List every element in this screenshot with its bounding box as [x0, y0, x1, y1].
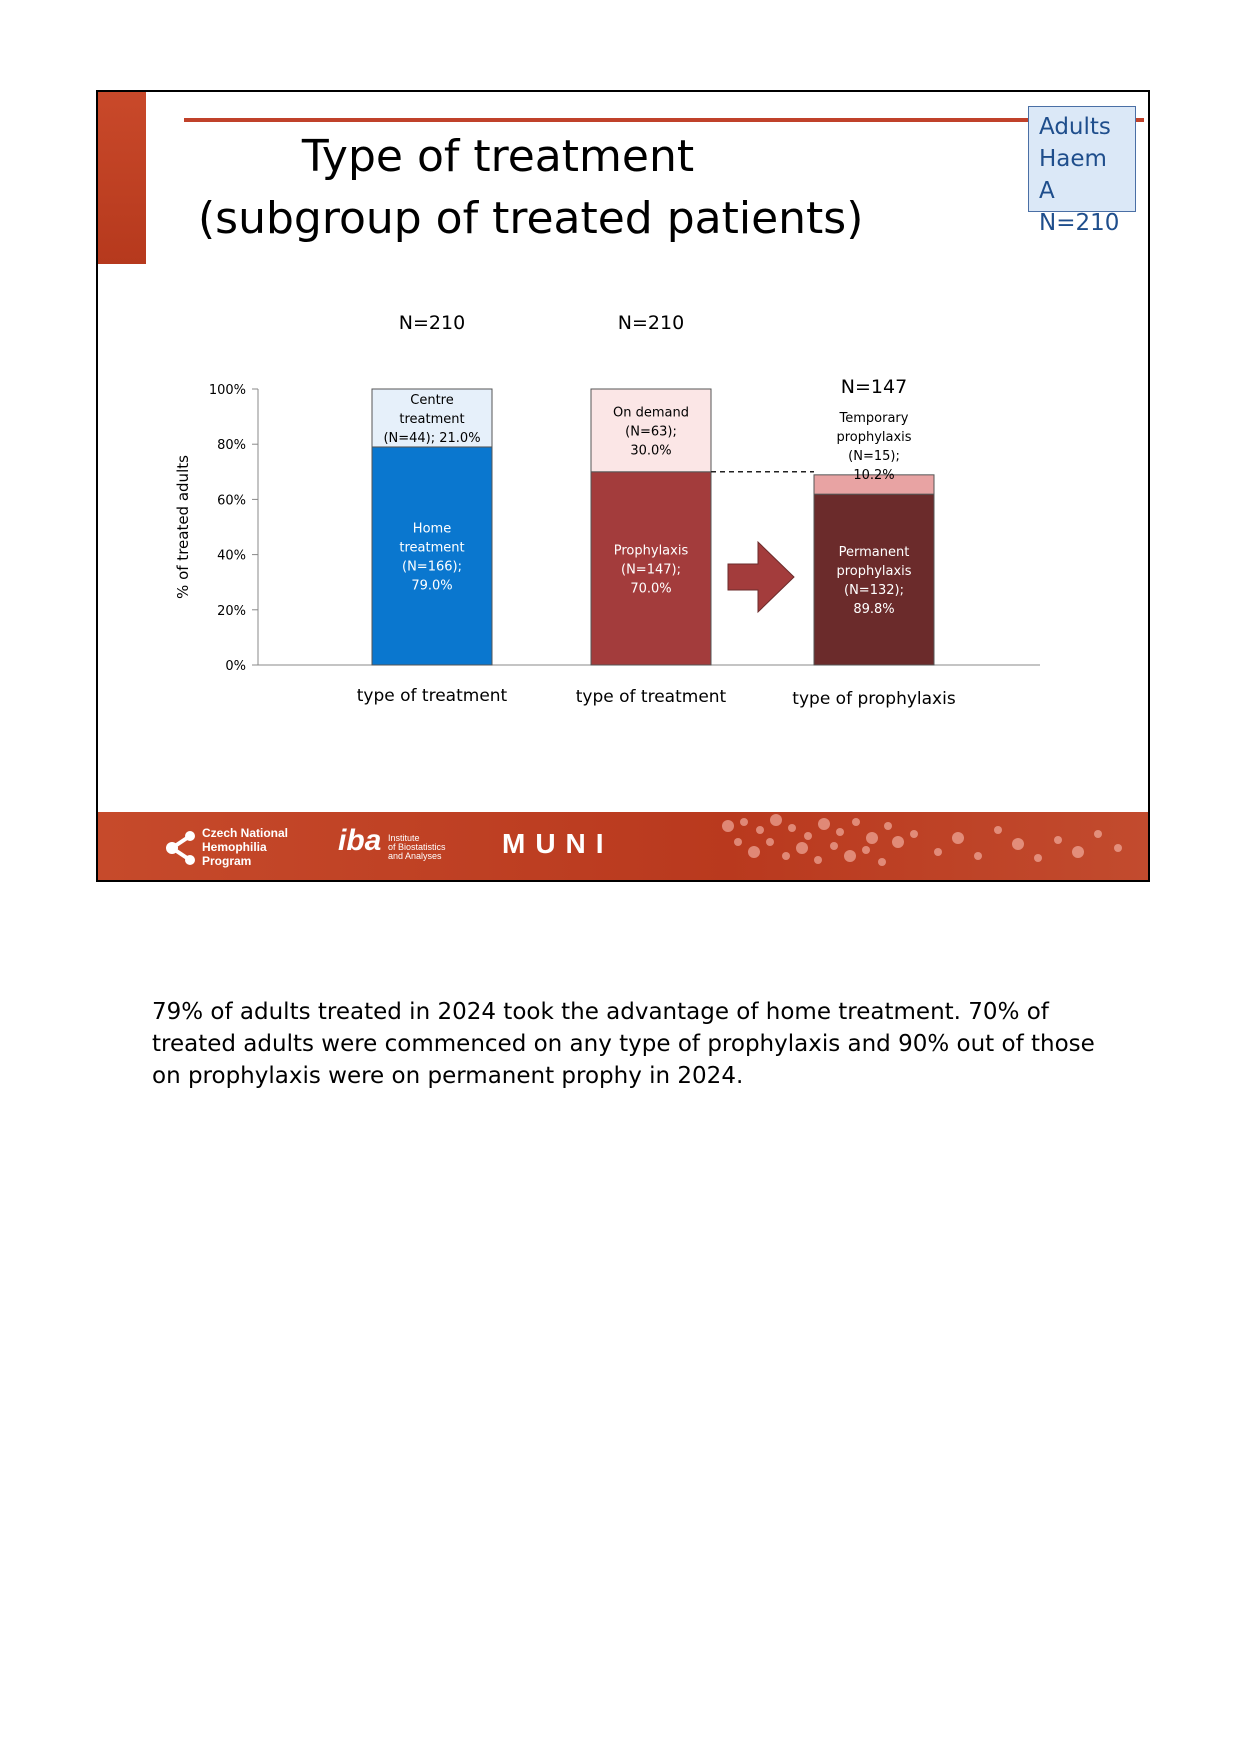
data-label: 10.2%: [853, 467, 895, 483]
x-category-label: type of prophylaxis: [792, 689, 956, 709]
decorative-dots: [698, 812, 1148, 880]
n-label: N=147: [840, 376, 908, 398]
data-label: 30.0%: [630, 443, 672, 459]
stacked-bar-chart: [98, 92, 1148, 792]
decorative-dot: [770, 814, 782, 826]
decorative-dot: [1054, 836, 1062, 844]
n-label: N=210: [617, 312, 685, 334]
badge-line-1: Adults: [1039, 114, 1111, 140]
data-label: treatment: [399, 411, 465, 427]
decorative-dot: [910, 830, 918, 838]
data-label: (N=15);: [848, 448, 900, 464]
decorative-dot: [1094, 830, 1102, 838]
decorative-dot: [722, 820, 734, 832]
data-label: (N=63);: [625, 424, 677, 440]
data-label: (N=132);: [844, 583, 904, 599]
decorative-dot: [884, 822, 892, 830]
decorative-dot: [952, 832, 964, 844]
y-tick-label: 80%: [217, 438, 246, 454]
data-label: treatment: [399, 540, 465, 556]
bar-segment: [814, 494, 934, 665]
decorative-dot: [878, 858, 886, 866]
data-label: prophylaxis: [836, 429, 912, 445]
decorative-dot: [766, 838, 774, 846]
footer-bar: [98, 812, 1148, 880]
n-label: N=210: [398, 312, 466, 334]
decorative-dot: [740, 818, 748, 826]
y-axis-label: % of treated adults: [174, 455, 192, 599]
data-label: (N=166);: [402, 559, 462, 575]
iba-logo-mark: iba: [338, 824, 382, 857]
y-tick-label: 0%: [225, 659, 246, 674]
decorative-dot: [844, 850, 856, 862]
data-label: Centre: [410, 392, 454, 408]
title-line-2: (subgroup of treated patients): [198, 193, 864, 244]
y-tick-label: 100%: [208, 383, 246, 398]
caption-text: 79% of adults treated in 2024 took the advantage of home treatment. 70% of treated adults were commenced on any type of prophylaxis and 90% out of those on prophylaxis were on permanent prophy in 2024.: [152, 999, 1095, 1089]
decorative-dot: [756, 826, 764, 834]
decorative-dot: [734, 838, 742, 846]
data-label: 70.0%: [630, 581, 672, 597]
chnp-logo-icon: [162, 828, 202, 868]
data-label: 89.8%: [853, 602, 895, 618]
data-label: 79.0%: [411, 578, 453, 594]
decorative-dot: [748, 846, 760, 858]
decorative-dot: [934, 848, 942, 856]
data-label: Prophylaxis: [613, 543, 689, 559]
decorative-dot: [796, 842, 808, 854]
decorative-dot: [892, 836, 904, 848]
badge-line-3: N=210: [1039, 210, 1120, 236]
muni-logo: MUNI: [502, 828, 614, 859]
decorative-dot: [814, 856, 822, 864]
slide: [96, 90, 1150, 882]
decorative-dot: [862, 846, 870, 854]
y-tick-label: 40%: [217, 548, 246, 564]
y-tick-label: 20%: [217, 603, 246, 619]
decorative-dot: [852, 818, 860, 826]
decorative-dot: [788, 824, 796, 832]
title-line-1: Type of treatment: [301, 131, 695, 182]
decorative-dot: [1114, 844, 1122, 852]
data-label: prophylaxis: [836, 564, 912, 580]
badge-line-2: Haem A: [1039, 146, 1107, 204]
data-label: (N=44); 21.0%: [383, 430, 481, 446]
decorative-dot: [830, 842, 838, 850]
decorative-dot: [1034, 854, 1042, 862]
data-label: Home: [412, 521, 452, 537]
x-category-label: type of treatment: [575, 687, 727, 707]
decorative-dot: [866, 832, 878, 844]
iba-logo-text: Institute of Biostatistics and Analyses: [388, 833, 446, 861]
arrow-right-icon: [728, 542, 794, 612]
data-label: (N=147);: [621, 562, 681, 578]
decorative-dot: [1072, 846, 1084, 858]
decorative-dot: [818, 818, 830, 830]
data-label: Permanent: [838, 545, 910, 561]
chnp-logo-text: Czech National Hemophilia Program: [202, 826, 289, 868]
data-label: On demand: [613, 405, 689, 421]
decorative-dot: [782, 852, 790, 860]
decorative-dot: [1012, 838, 1024, 850]
decorative-dot: [836, 828, 844, 836]
decorative-dot: [804, 832, 812, 840]
data-label: Temporary: [839, 410, 909, 426]
decorative-dot: [994, 826, 1002, 834]
decorative-dot: [974, 852, 982, 860]
y-tick-label: 60%: [217, 493, 246, 509]
x-category-label: type of treatment: [356, 686, 508, 706]
bar-segment: [372, 447, 492, 665]
